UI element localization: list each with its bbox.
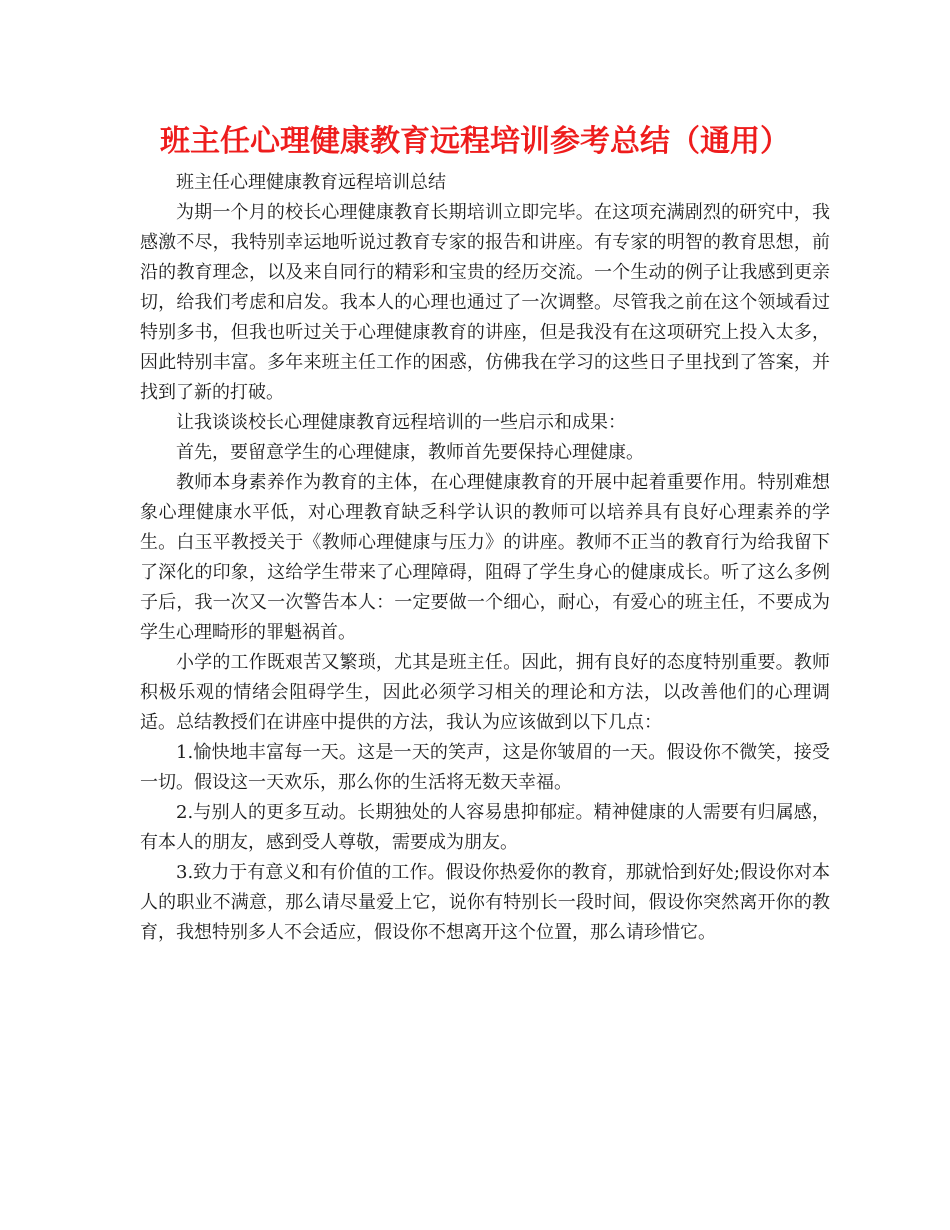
list-item-3: 3.致力于有意义和有价值的工作。假设你热爱你的教育，那就恰到好处;假设你对本人的职业不满意，那么请尽量爱上它，说你有特别长一段时间，假设你突然离开你的教育，我想特别多人不会适应，假设你不想离开这个位置，那么请珍惜它。: [140, 862, 830, 943]
document-title: 班主任心理健康教育远程培训参考总结（通用）: [160, 124, 790, 159]
document-body: [140, 168, 830, 948]
body-paragraph: 小学的工作既艰苦又繁琐，尤其是班主任。因此，拥有良好的态度特别重要。教师积极乐观的情绪会阻碍学生，因此必须学习相关的理论和方法，以改善他们的心理调适。总结教授们在讲座中提供的方法，我认为应该做到以下几点：: [140, 652, 830, 733]
body-paragraph: 让我谈谈校长心理健康教育远程培训的一些启示和成果：: [176, 412, 626, 433]
list-item-2: 2.与别人的更多互动。长期独处的人容易患抑郁症。精神健康的人需要有归属感，有本人的朋友，感到受人尊敬，需要成为朋友。: [140, 802, 830, 853]
body-paragraph: 教师本身素养作为教育的主体，在心理健康教育的开展中起着重要作用。特别难想象心理健康水平低，对心理教育缺乏科学认识的教师可以培养具有良好心理素养的学生。白玉平教授关于《教师心理健康与压力》的讲座。教师不正当的教育行为给我留下了深化的印象，这给学生带来了心理障碍，阻碍了学生身心的健康成长。听了这么多例子后，我一次又一次警告本人：一定要做一个细心，耐心，有爱心的班主任，不要成为学生心理畸形的罪魁祸首。: [140, 472, 830, 643]
body-paragraph: 首先，要留意学生的心理健康，教师首先要保持心理健康。: [176, 442, 644, 463]
list-item-1: 1.愉快地丰富每一天。这是一天的笑声，这是你皱眉的一天。假设你不微笑，接受一切。假设这一天欢乐，那么你的生活将无数天幸福。: [140, 742, 830, 793]
subtitle-paragraph: 班主任心理健康教育远程培训总结: [176, 172, 446, 193]
body-paragraph: 为期一个月的校长心理健康教育长期培训立即完毕。在这项充满剧烈的研究中，我感激不尽，我特别幸运地听说过教育专家的报告和讲座。有专家的明智的教育思想，前沿的教育理念，以及来自同行的精彩和宝贵的经历交流。一个生动的例子让我感到更亲切，给我们考虑和启发。我本人的心理也通过了一次调整。尽管我之前在这个领域看过特别多书，但我也听过关于心理健康教育的讲座，但是我没有在这项研究上投入太多，因此特别丰富。多年来班主任工作的困惑，仿佛我在学习的这些日子里找到了答案，并找到了新的打破。: [140, 202, 830, 403]
